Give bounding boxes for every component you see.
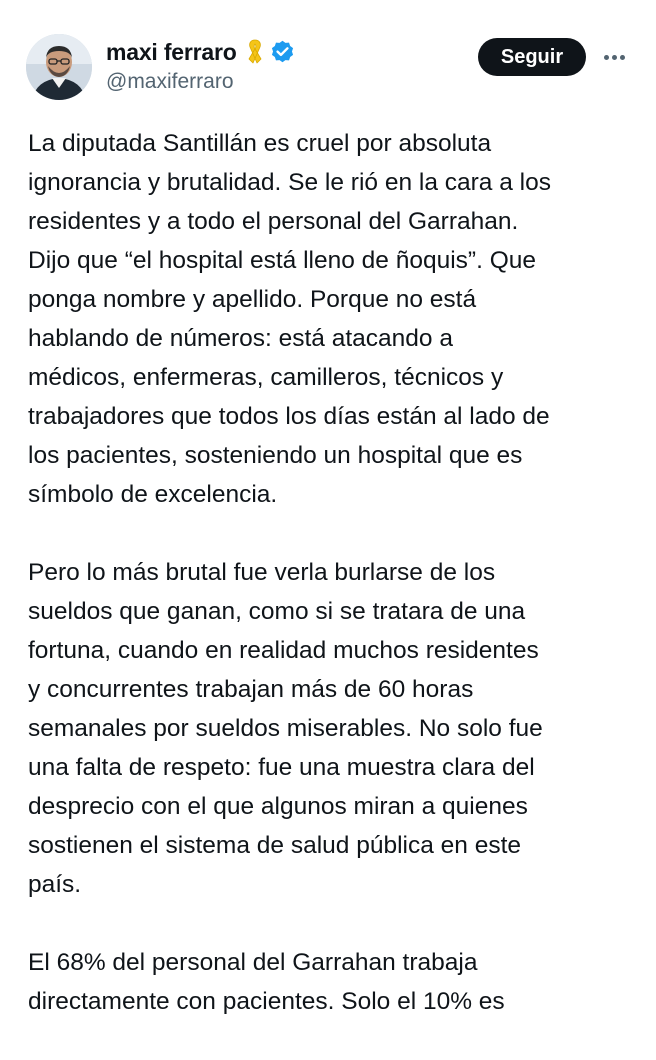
text-line: ponga nombre y apellido. Porque no está — [28, 286, 477, 313]
more-dot — [604, 55, 609, 60]
text-line: sueldos que ganan, como si se tratara de una — [28, 598, 526, 625]
tweet-paragraph — [28, 124, 638, 514]
text-line: médicos, enfermeras, camilleros, técnicos y — [28, 364, 504, 391]
text-line: sostienen el sistema de salud pública en este — [28, 832, 522, 859]
author-info — [106, 37, 296, 94]
text-line: una falta de respeto: fue una muestra clara del — [28, 754, 535, 781]
text-line: residentes y a todo el personal del Garrahan. — [28, 208, 519, 235]
text-line: El 68% del personal del Garrahan trabaja — [28, 949, 478, 976]
tweet-paragraph — [28, 553, 638, 904]
display-name[interactable]: maxi ferraro — [106, 38, 237, 65]
text-line: desprecio con el que algunos miran a quienes — [28, 793, 528, 820]
text-line: trabajadores que todos los días están al lado de — [28, 403, 550, 430]
text-line: fortuna, cuando en realidad muchos residentes — [28, 637, 539, 664]
avatar[interactable] — [26, 34, 92, 100]
tweet-text — [28, 124, 638, 1060]
text-line: hablando de números: está atacando a — [28, 325, 453, 352]
text-line: país. — [28, 871, 82, 898]
verified-badge-icon[interactable] — [269, 39, 296, 66]
text-line: directamente con pacientes. Solo el 10% es — [28, 988, 505, 1015]
more-options-icon[interactable] — [600, 44, 628, 70]
text-line: símbolo de excelencia. — [28, 481, 278, 508]
text-line: Pero lo más brutal fue verla burlarse de los — [28, 559, 496, 586]
text-line: semanales por sueldos miserables. No solo fue — [28, 715, 543, 742]
text-line: La diputada Santillán es cruel por absoluta — [28, 130, 492, 157]
follow-button[interactable]: Seguir — [478, 38, 586, 76]
handle[interactable]: @maxiferraro — [106, 70, 234, 93]
text-line: ignorancia y brutalidad. Se le rió en la cara a los — [28, 169, 551, 196]
text-line: los pacientes, sosteniendo un hospital que es — [28, 442, 523, 469]
tweet-paragraph — [28, 943, 638, 1021]
text-line: Dijo que “el hospital está lleno de ñoquis”. Que — [28, 247, 537, 274]
more-dot — [620, 55, 625, 60]
name-row — [106, 37, 296, 67]
more-dot — [612, 55, 617, 60]
text-line: y concurrentes trabajan más de 60 horas — [28, 676, 474, 703]
tweet-header — [26, 34, 638, 106]
avatar-photo — [26, 34, 92, 100]
yellow-ribbon-icon — [245, 38, 265, 66]
